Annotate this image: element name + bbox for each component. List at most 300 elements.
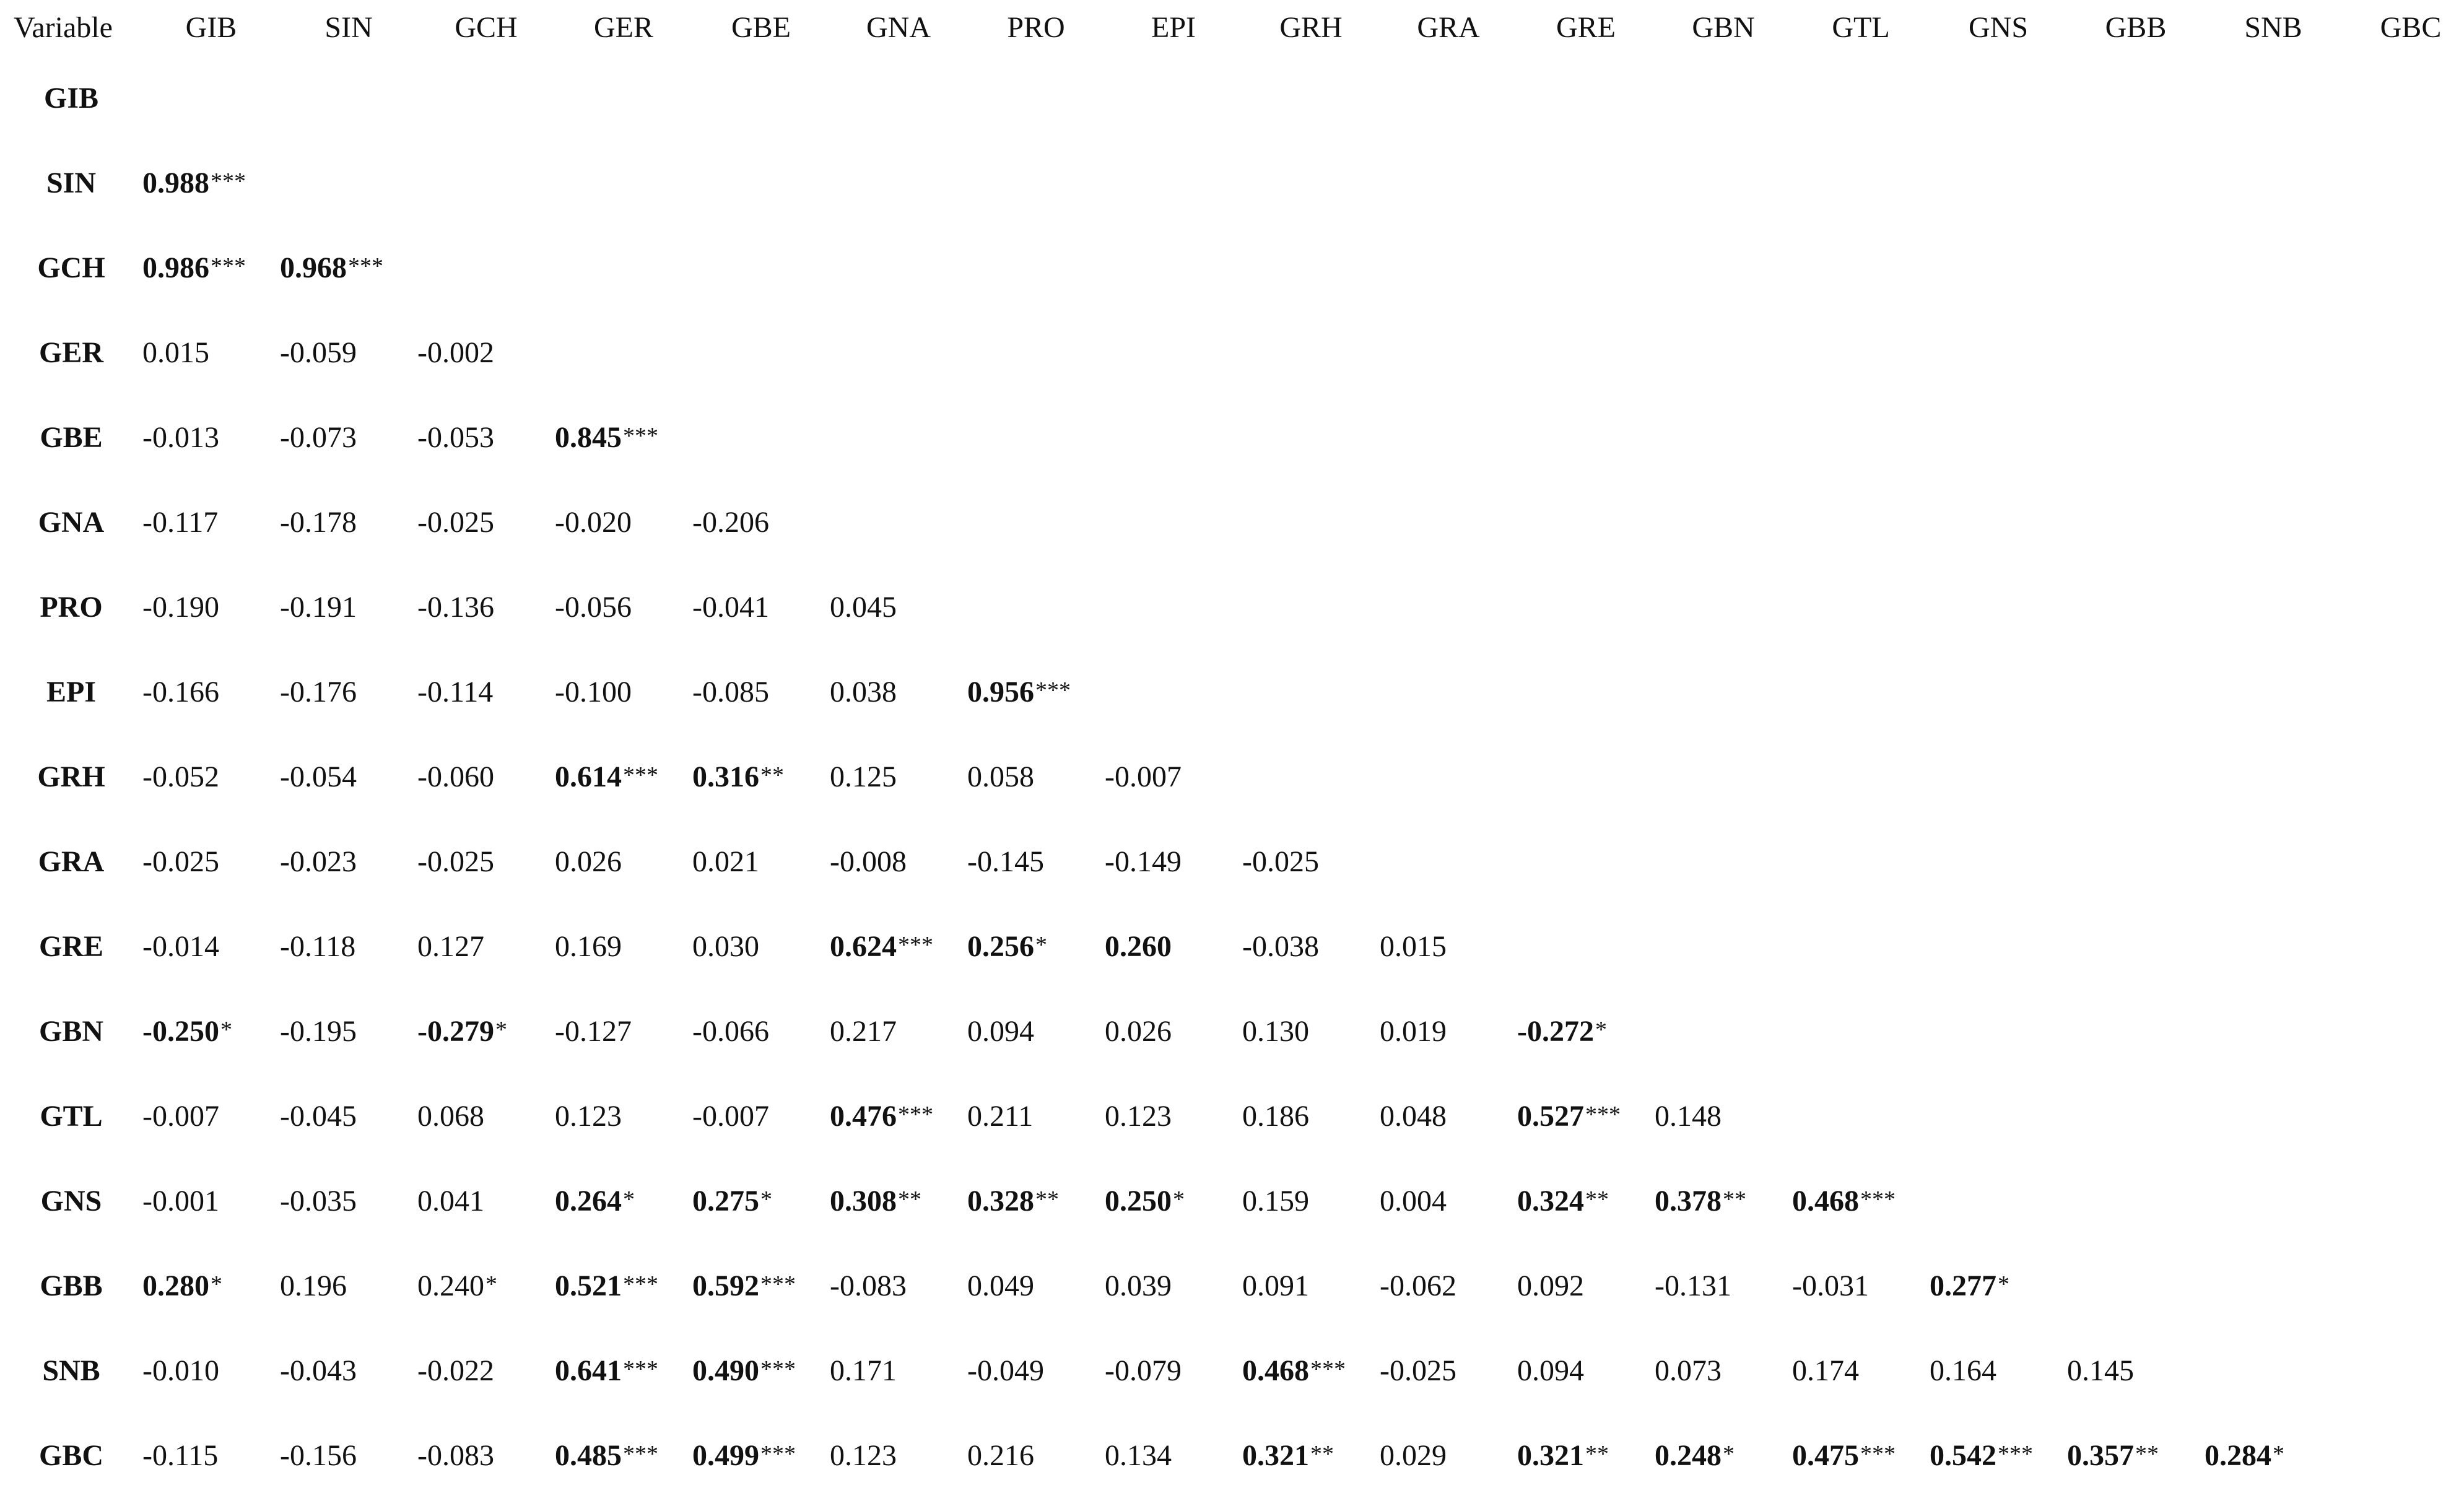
table-cell	[2205, 989, 2342, 1074]
table-cell	[417, 819, 555, 904]
table-cell	[142, 141, 280, 225]
cell-value: 0.058	[967, 760, 1034, 793]
table-cell	[1380, 650, 1517, 734]
table-cell	[2342, 1328, 2464, 1413]
table-cell	[280, 989, 417, 1074]
cell-value: 0.186	[1242, 1099, 1309, 1133]
table-cell	[1655, 989, 1792, 1074]
row-label-gtl: GTL	[40, 1099, 103, 1133]
cell-value: 0.015	[142, 336, 209, 369]
table-cell	[967, 480, 1105, 565]
significance-stars: **	[1310, 1440, 1334, 1467]
significance-stars: ***	[623, 422, 658, 449]
table-cell	[2067, 141, 2205, 225]
cell-value: -0.156	[280, 1439, 357, 1472]
significance-stars: *	[1723, 1440, 1735, 1467]
table-cell	[2342, 650, 2464, 734]
table-cell	[417, 1413, 555, 1498]
cell-value: -0.166	[142, 675, 219, 708]
table-cell	[1930, 904, 2067, 989]
table-row	[0, 141, 2464, 225]
table-cell	[142, 904, 280, 989]
table-cell	[417, 1159, 555, 1243]
cell-value: 0.091	[1242, 1269, 1309, 1302]
table-row	[0, 734, 2464, 819]
cell-value: -0.083	[830, 1269, 907, 1302]
table-row	[0, 1328, 2464, 1413]
table-cell	[1242, 141, 1380, 225]
table-cell	[1380, 989, 1517, 1074]
significance-stars: ***	[1035, 677, 1071, 703]
table-cell	[1380, 141, 1517, 225]
cell-value: -0.115	[142, 1439, 219, 1472]
table-cell	[2342, 310, 2464, 395]
table-cell	[142, 650, 280, 734]
table-cell	[2342, 225, 2464, 310]
cell-value: 0.490	[692, 1354, 759, 1387]
cell-value: 0.145	[2067, 1354, 2134, 1387]
cell-value: 0.130	[1242, 1014, 1309, 1048]
table-cell	[2205, 1413, 2342, 1498]
table-cell	[1517, 1243, 1655, 1328]
cell-value: 0.321	[1242, 1439, 1309, 1472]
table-cell	[692, 310, 830, 395]
table-cell	[1380, 819, 1517, 904]
cell-value: 0.049	[967, 1269, 1034, 1302]
header-row	[0, 0, 2464, 56]
table-cell	[2205, 734, 2342, 819]
table-cell	[692, 225, 830, 310]
table-cell	[1792, 1074, 1930, 1159]
row-label-sin: SIN	[46, 166, 97, 199]
table-cell	[2342, 395, 2464, 480]
significance-stars: ***	[1860, 1440, 1896, 1467]
table-cell	[1105, 1328, 1242, 1413]
table-cell	[280, 1328, 417, 1413]
cell-value: 0.527	[1517, 1099, 1584, 1133]
cell-value: -0.013	[142, 420, 219, 454]
cell-value: -0.100	[555, 675, 632, 708]
table-cell	[2342, 141, 2464, 225]
cell-value: -0.007	[692, 1099, 769, 1133]
cell-value: 0.357	[2067, 1439, 2134, 1472]
table-row	[0, 989, 2464, 1074]
row-label-gbc: GBC	[38, 1439, 103, 1472]
column-header-gbc: GBC	[2380, 11, 2442, 44]
table-cell	[692, 1328, 830, 1413]
table-cell	[692, 480, 830, 565]
table-cell	[2067, 1413, 2205, 1498]
table-cell	[1242, 1243, 1380, 1328]
cell-value: 0.378	[1655, 1184, 1722, 1217]
row-label-gbe: GBE	[40, 420, 103, 454]
cell-value: -0.191	[280, 590, 357, 624]
significance-stars: *	[1998, 1271, 2009, 1297]
table-cell	[1380, 1159, 1517, 1243]
table-cell	[280, 565, 417, 650]
row-label-pro: PRO	[40, 590, 103, 624]
table-cell	[142, 56, 280, 141]
table-cell	[1105, 225, 1242, 310]
cell-value: 0.045	[830, 590, 897, 624]
table-cell	[967, 734, 1105, 819]
cell-value: 0.123	[830, 1439, 897, 1472]
table-cell	[2205, 225, 2342, 310]
cell-value: -0.059	[280, 336, 357, 369]
table-cell	[1517, 310, 1655, 395]
table-cell	[1517, 480, 1655, 565]
table-cell	[2205, 1328, 2342, 1413]
cell-value: 0.169	[555, 930, 622, 963]
cell-value: -0.114	[417, 675, 494, 708]
cell-value: 0.280	[142, 1269, 209, 1302]
table-cell	[1655, 1328, 1792, 1413]
table-cell	[830, 395, 967, 480]
table-cell	[280, 395, 417, 480]
significance-stars: **	[1035, 1186, 1059, 1213]
table-cell	[1380, 1413, 1517, 1498]
row-label-snb: SNB	[42, 1354, 100, 1387]
cell-value: 0.468	[1792, 1184, 1859, 1217]
significance-stars: *	[485, 1271, 497, 1297]
cell-value: 0.284	[2205, 1439, 2271, 1472]
cell-value: -0.031	[1792, 1269, 1869, 1302]
table-cell	[1105, 1413, 1242, 1498]
table-cell	[280, 56, 417, 141]
cell-value: -0.001	[142, 1184, 219, 1217]
cell-value: 0.029	[1380, 1439, 1447, 1472]
cell-value: 0.542	[1930, 1439, 1996, 1472]
table-cell	[1792, 480, 1930, 565]
column-header-gns: GNS	[1968, 11, 2029, 44]
table-cell	[1655, 480, 1792, 565]
table-row	[0, 480, 2464, 565]
significance-stars: ***	[211, 253, 246, 279]
table-cell	[1792, 395, 1930, 480]
table-cell	[830, 565, 967, 650]
significance-stars: **	[1585, 1186, 1609, 1213]
cell-value: 0.641	[555, 1354, 622, 1387]
table-cell	[967, 1159, 1105, 1243]
cell-value: 0.250	[1105, 1184, 1172, 1217]
cell-value: 0.019	[1380, 1014, 1447, 1048]
table-cell	[1930, 1328, 2067, 1413]
cell-value: 0.030	[692, 930, 759, 963]
cell-value: -0.060	[417, 760, 494, 793]
row-label-gbb: GBB	[40, 1269, 103, 1302]
table-cell	[2067, 650, 2205, 734]
table-cell	[280, 1243, 417, 1328]
table-cell	[1655, 819, 1792, 904]
table-cell	[1517, 395, 1655, 480]
column-header-grh: GRH	[1279, 11, 1343, 44]
table-cell	[417, 734, 555, 819]
table-cell	[2205, 1159, 2342, 1243]
table-cell	[1517, 141, 1655, 225]
table-cell	[692, 650, 830, 734]
table-cell	[1242, 1413, 1380, 1498]
table-cell	[555, 141, 692, 225]
table-cell	[2205, 310, 2342, 395]
table-cell	[967, 650, 1105, 734]
table-cell	[1655, 904, 1792, 989]
cell-value: 0.073	[1655, 1354, 1722, 1387]
table-cell	[1930, 1243, 2067, 1328]
table-cell	[417, 56, 555, 141]
cell-value: -0.035	[280, 1184, 357, 1217]
significance-stars: **	[2135, 1440, 2159, 1467]
cell-value: 0.316	[692, 760, 759, 793]
cell-value: 0.039	[1105, 1269, 1172, 1302]
significance-stars: *	[211, 1271, 222, 1297]
table-cell	[1792, 141, 1930, 225]
table-cell	[417, 395, 555, 480]
cell-value: 0.094	[967, 1014, 1034, 1048]
table-cell	[142, 480, 280, 565]
table-cell	[692, 1159, 830, 1243]
cell-value: 0.068	[417, 1099, 484, 1133]
table-cell	[1105, 565, 1242, 650]
column-header-gre: GRE	[1556, 11, 1616, 44]
cell-value: -0.038	[1242, 930, 1319, 963]
table-cell	[1242, 480, 1380, 565]
table-cell	[555, 819, 692, 904]
table-cell	[1380, 480, 1517, 565]
table-cell	[1242, 310, 1380, 395]
table-cell	[1517, 565, 1655, 650]
table-cell	[1105, 904, 1242, 989]
row-label-gch: GCH	[37, 251, 105, 284]
cell-value: -0.073	[280, 420, 357, 454]
cell-value: 0.092	[1517, 1269, 1584, 1302]
table-cell	[2205, 56, 2342, 141]
table-cell	[2067, 565, 2205, 650]
table-cell	[2342, 989, 2464, 1074]
significance-stars: *	[1595, 1016, 1607, 1043]
significance-stars: **	[1585, 1440, 1609, 1467]
table-row	[0, 904, 2464, 989]
table-cell	[1930, 565, 2067, 650]
cell-value: 0.321	[1517, 1439, 1584, 1472]
cell-value: 0.521	[555, 1269, 622, 1302]
column-header-gib: GIB	[185, 11, 237, 44]
column-header-gbn: GBN	[1692, 11, 1755, 44]
table-row	[0, 1413, 2464, 1498]
table-cell	[830, 989, 967, 1074]
table-cell	[1792, 1413, 1930, 1498]
table-cell	[2342, 1413, 2464, 1498]
table-cell	[555, 480, 692, 565]
table-cell	[1655, 1159, 1792, 1243]
table-cell	[1930, 56, 2067, 141]
table-cell	[555, 565, 692, 650]
column-header-gtl: GTL	[1832, 11, 1890, 44]
cell-value: 0.499	[692, 1439, 759, 1472]
table-cell	[2067, 1243, 2205, 1328]
table-cell	[830, 56, 967, 141]
cell-value: 0.026	[555, 845, 622, 878]
row-label-ger: GER	[38, 336, 103, 369]
table-row	[0, 310, 2464, 395]
table-cell	[692, 1074, 830, 1159]
table-cell	[142, 1159, 280, 1243]
table-cell	[1930, 1074, 2067, 1159]
table-cell	[2342, 480, 2464, 565]
column-header-pro: PRO	[1007, 11, 1065, 44]
table-cell	[1792, 650, 1930, 734]
table-cell	[1930, 480, 2067, 565]
row-label-gbn: GBN	[38, 1014, 103, 1048]
cell-value: -0.052	[142, 760, 219, 793]
table-cell	[1792, 310, 1930, 395]
table-cell	[967, 56, 1105, 141]
table-cell	[1792, 565, 1930, 650]
significance-stars: ***	[623, 1356, 658, 1382]
table-cell	[280, 1159, 417, 1243]
table-cell	[1517, 56, 1655, 141]
table-cell	[2067, 310, 2205, 395]
table-cell	[1930, 989, 2067, 1074]
table-cell	[692, 1243, 830, 1328]
table-cell	[2067, 1159, 2205, 1243]
table-cell	[555, 904, 692, 989]
table-cell	[1655, 310, 1792, 395]
table-cell	[2342, 565, 2464, 650]
table-cell	[1930, 1413, 2067, 1498]
cell-value: -0.025	[142, 845, 219, 878]
table-cell	[2205, 480, 2342, 565]
table-cell	[2342, 734, 2464, 819]
table-cell	[967, 904, 1105, 989]
table-cell	[967, 1074, 1105, 1159]
table-cell	[2342, 1243, 2464, 1328]
table-cell	[2205, 1243, 2342, 1328]
cell-value: -0.053	[417, 420, 494, 454]
column-header-ger: GER	[594, 11, 653, 44]
table-cell	[830, 1074, 967, 1159]
table-cell	[1242, 650, 1380, 734]
table-cell	[1517, 1328, 1655, 1413]
cell-value: -0.025	[417, 505, 494, 539]
cell-value: -0.056	[555, 590, 632, 624]
cell-value: 0.624	[830, 930, 897, 963]
table-cell	[142, 734, 280, 819]
table-cell	[1655, 225, 1792, 310]
cell-value: 0.038	[830, 675, 897, 708]
table-cell	[1655, 1243, 1792, 1328]
significance-stars: ***	[348, 253, 383, 279]
table-cell	[1242, 819, 1380, 904]
cell-value: -0.178	[280, 505, 357, 539]
cell-value: -0.049	[967, 1354, 1044, 1387]
table-cell	[830, 225, 967, 310]
cell-value: 0.164	[1930, 1354, 1996, 1387]
table-cell	[142, 989, 280, 1074]
cell-value: -0.085	[692, 675, 769, 708]
table-cell	[1105, 650, 1242, 734]
table-row	[0, 1074, 2464, 1159]
table-cell	[830, 1413, 967, 1498]
cell-value: -0.010	[142, 1354, 219, 1387]
table-cell	[692, 989, 830, 1074]
table-cell	[1517, 1159, 1655, 1243]
table-cell	[417, 989, 555, 1074]
cell-value: -0.279	[417, 1014, 494, 1048]
cell-value: 0.134	[1105, 1439, 1172, 1472]
table-cell	[1105, 1159, 1242, 1243]
table-cell	[1105, 480, 1242, 565]
table-cell	[2342, 904, 2464, 989]
table-cell	[1930, 395, 2067, 480]
table-cell	[417, 310, 555, 395]
table-cell	[1380, 310, 1517, 395]
cell-value: 0.216	[967, 1439, 1034, 1472]
table-cell	[1380, 734, 1517, 819]
table-cell	[1792, 989, 1930, 1074]
table-cell	[967, 1328, 1105, 1413]
table-cell	[1242, 1328, 1380, 1413]
table-cell	[555, 734, 692, 819]
table-cell	[142, 1074, 280, 1159]
cell-value: -0.117	[142, 505, 219, 539]
cell-value: 0.986	[142, 251, 209, 284]
cell-value: 0.123	[1105, 1099, 1172, 1133]
table-cell	[1792, 819, 1930, 904]
row-label-gra: GRA	[38, 845, 105, 878]
table-cell	[417, 141, 555, 225]
table-cell	[1655, 395, 1792, 480]
table-cell	[2205, 395, 2342, 480]
cell-value: 0.211	[967, 1099, 1034, 1133]
table-cell	[1380, 1328, 1517, 1413]
significance-stars: **	[1723, 1186, 1746, 1213]
significance-stars: ***	[760, 1356, 796, 1382]
cell-value: -0.023	[280, 845, 357, 878]
table-cell	[1930, 734, 2067, 819]
table-cell	[555, 310, 692, 395]
table-cell	[1242, 734, 1380, 819]
cell-value: 0.475	[1792, 1439, 1859, 1472]
table-cell	[1517, 904, 1655, 989]
table-cell	[1105, 395, 1242, 480]
cell-value: -0.007	[1105, 760, 1182, 793]
cell-value: 0.275	[692, 1184, 759, 1217]
cell-value: 0.148	[1655, 1099, 1722, 1133]
cell-value: 0.196	[280, 1269, 347, 1302]
cell-value: 0.174	[1792, 1354, 1859, 1387]
table-cell	[1105, 734, 1242, 819]
table-cell	[967, 225, 1105, 310]
cell-value: -0.250	[142, 1014, 219, 1048]
table-cell	[2067, 225, 2205, 310]
table-cell	[142, 565, 280, 650]
table-cell	[1655, 141, 1792, 225]
cell-value: -0.062	[1380, 1269, 1456, 1302]
significance-stars: *	[1035, 931, 1047, 958]
cell-value: 0.217	[830, 1014, 897, 1048]
column-header-gra: GRA	[1417, 11, 1480, 44]
table-row	[0, 395, 2464, 480]
table-cell	[692, 565, 830, 650]
significance-stars: ***	[623, 1440, 658, 1467]
table-cell	[280, 1413, 417, 1498]
table-cell	[1517, 650, 1655, 734]
table-row	[0, 565, 2464, 650]
table-cell	[1242, 225, 1380, 310]
cell-value: -0.145	[967, 845, 1044, 878]
cell-value: 0.988	[142, 166, 209, 199]
cell-value: 0.127	[417, 930, 484, 963]
